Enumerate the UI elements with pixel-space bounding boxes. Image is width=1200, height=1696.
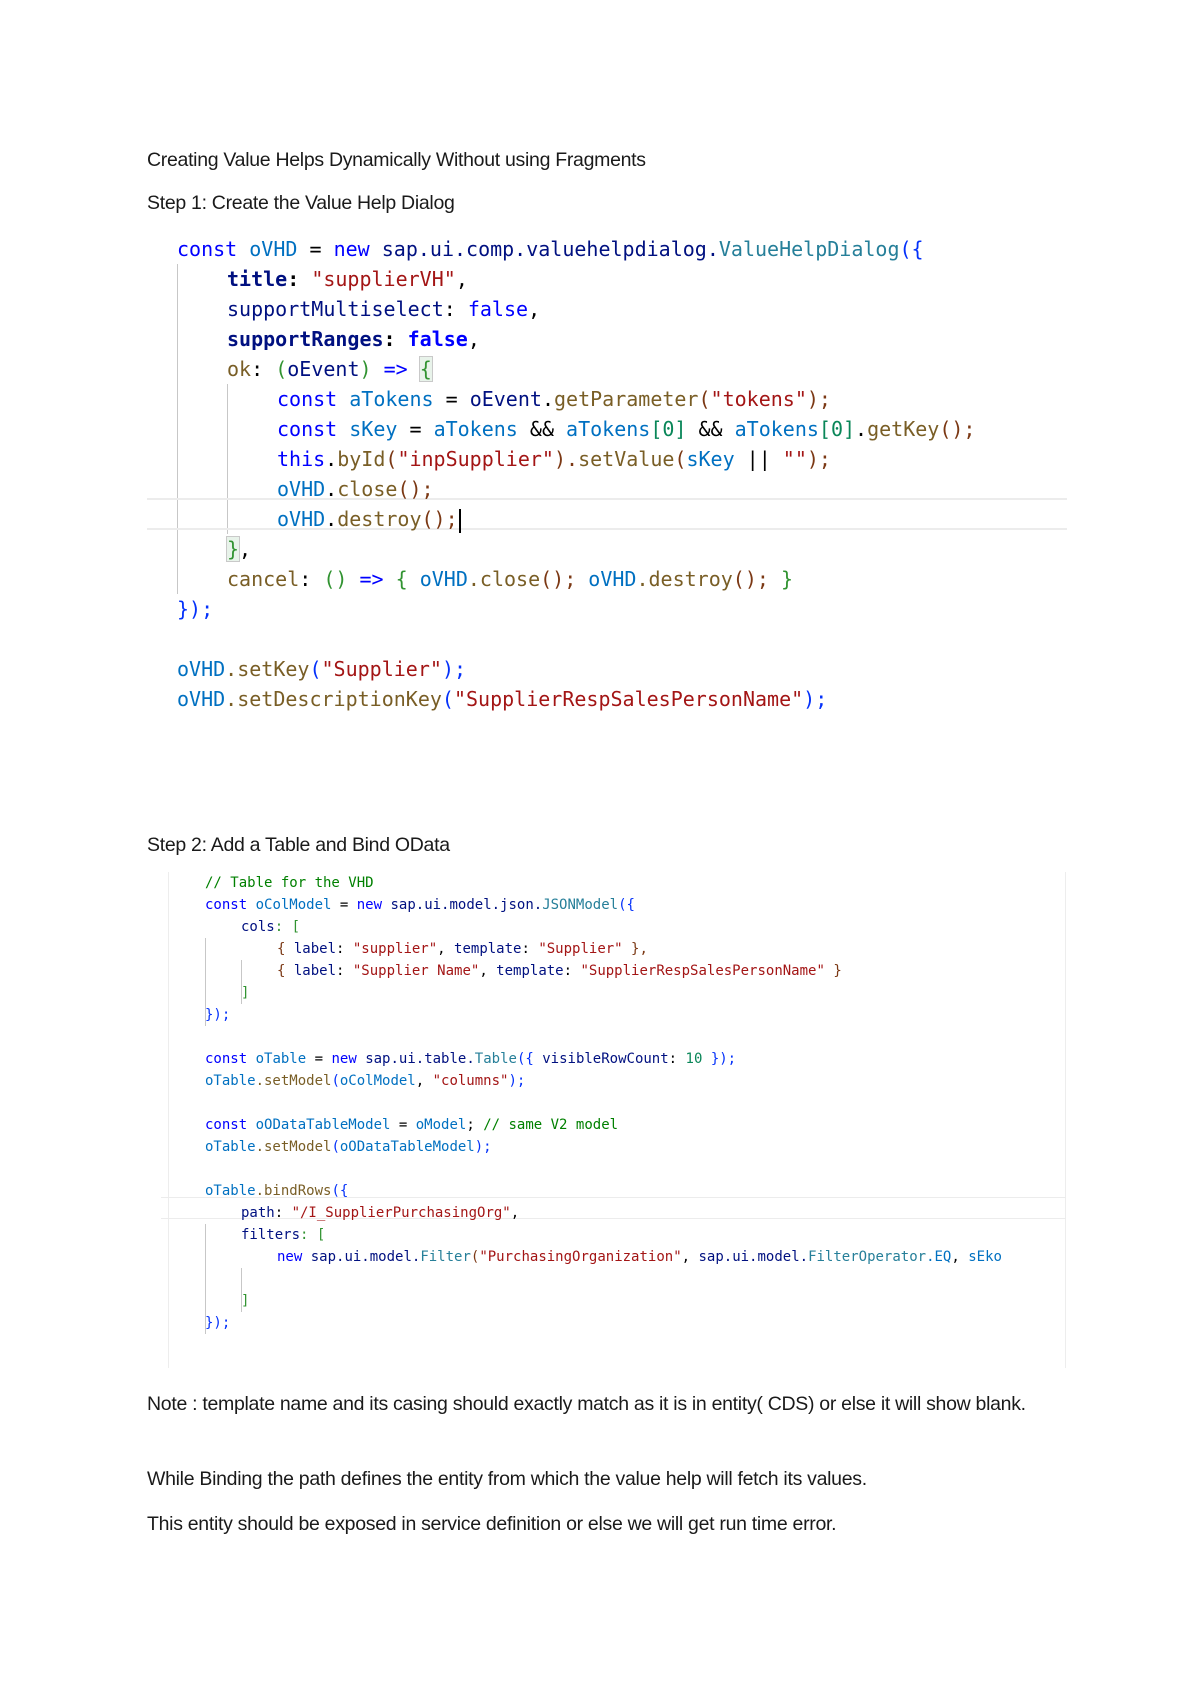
code-block-value-help-dialog	[147, 234, 1067, 711]
code-line: oVHD.close();	[277, 477, 434, 501]
code-line: const oColModel = new sap.ui.model.json.JSONModel({	[205, 897, 635, 913]
code-line: cols: [	[241, 919, 301, 935]
document-title: Creating Value Helps Dynamically Without using Fragments	[147, 149, 646, 171]
code-line: });	[205, 1315, 231, 1331]
code-line: ]	[241, 1293, 250, 1309]
code-line: supportMultiselect: false,	[227, 297, 541, 321]
code-line: const oVHD = new sap.ui.comp.valuehelpdialog.ValueHelpDialog({	[177, 237, 924, 261]
code-line: oVHD.setKey("Supplier");	[177, 657, 467, 681]
code-line: });	[205, 1007, 231, 1023]
code-line: oTable.setModel(oODataTableModel);	[205, 1139, 492, 1155]
indent-guide	[177, 264, 178, 594]
code-line: path: "/I_SupplierPurchasingOrg",	[241, 1205, 520, 1221]
code-line: oTable.bindRows({	[205, 1183, 349, 1199]
code-line: const oTable = new sap.ui.table.Table({ visibleRowCount: 10 });	[205, 1051, 737, 1067]
code-line: oVHD.setDescriptionKey("SupplierRespSalesPersonName");	[177, 687, 828, 711]
code-line: const aTokens = oEvent.getParameter("tokens");	[277, 387, 831, 411]
step1-heading: Step 1: Create the Value Help Dialog	[147, 192, 455, 214]
code-line: const sKey = aTokens && aTokens[0] && aTokens[0].getKey();	[277, 417, 976, 441]
code-line: oTable.setModel(oColModel, "columns");	[205, 1073, 526, 1089]
note-paragraph: Note : template name and its casing should exactly match as it is in entity( CDS) or else it will show blank.	[147, 1393, 1026, 1415]
code-line: { label: "supplier", template: "Supplier" },	[277, 941, 648, 957]
code-block-table-binding	[168, 872, 1066, 1368]
code-line: });	[177, 597, 214, 621]
code-comment: // Table for the VHD	[205, 875, 374, 891]
step2-heading: Step 2: Add a Table and Bind OData	[147, 834, 450, 856]
service-paragraph: This entity should be exposed in service definition or else we will get run time error.	[147, 1513, 837, 1535]
code-line: { label: "Supplier Name", template: "SupplierRespSalesPersonName" }	[277, 963, 842, 979]
binding-paragraph: While Binding the path defines the entity from which the value help will fetch its values.	[147, 1468, 867, 1490]
code-line: cancel: () => { oVHD.close(); oVHD.destroy(); }	[227, 567, 794, 591]
code-line: const oODataTableModel = oModel; // same V2 model	[205, 1117, 619, 1133]
text-cursor	[459, 509, 461, 533]
code-line: ]	[241, 985, 250, 1001]
code-line: ok: (oEvent) => {	[227, 357, 432, 381]
code-line: new sap.ui.model.Filter("PurchasingOrganization", sap.ui.model.FilterOperator.EQ, sEko	[277, 1249, 1002, 1265]
code-line: oVHD.destroy();	[277, 504, 461, 534]
code-line: supportRanges: false,	[227, 327, 480, 351]
code-line: title: "supplierVH",	[227, 267, 468, 291]
code-line: filters: [	[241, 1227, 326, 1243]
code-line: },	[227, 537, 252, 561]
code-line: this.byId("inpSupplier").setValue(sKey || "");	[277, 447, 831, 471]
